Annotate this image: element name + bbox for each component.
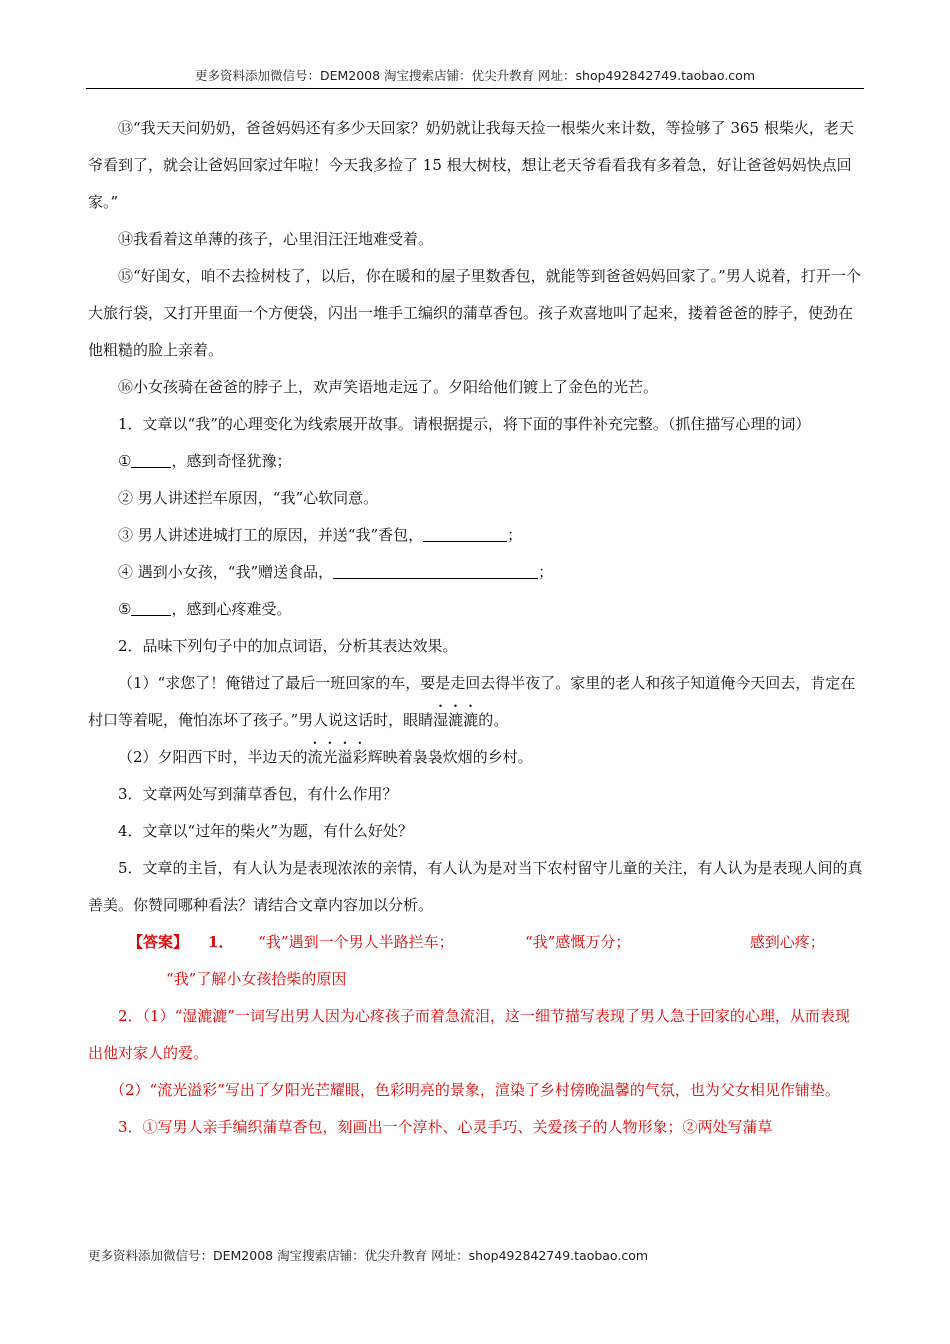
- question-1-item-2: ② 男人讲述拦车原因，“我”心软同意。: [118, 489, 379, 507]
- answer-2-2: （2）“流光溢彩”写出了夕阳光芒耀眼，色彩明亮的景象，渲染了乡村傍晚温馨的气氛，也为父女相见作铺垫。: [110, 1081, 840, 1099]
- question-1-item-1: ① ，感到奇怪犹豫；: [118, 452, 292, 470]
- passage-paragraph-15: ⑮“好闺女，咱不去捡树枝了，以后，你在暖和的屋子里数香包，就能等到爸爸妈妈回家了。”男人说着，打开一个大旅行袋，又打开里面一个方便袋，闪出一堆手工编织的蒲草香包。孩子欢喜地叫了起来，搂着爸爸的脖子，使劲在他粗糙的脸上亲着。: [88, 267, 861, 359]
- question-3: 3．文章两处写到蒲草香包，有什么作用？: [118, 785, 398, 803]
- question-4: 4．文章以“过年的柴火”为题，有什么好处？: [118, 822, 413, 840]
- answer-2-1: 2．（1）“湿漉漉”一词写出男人因为心疼孩子而着急流泪，这一细节描写表现了男人急于回家的心理，从而表现出他对家人的爱。: [88, 1007, 850, 1062]
- question-1: 1．文章以“我”的心理变化为线索展开故事。请根据提示，将下面的事件补充完整。（抓住描写心理的词）: [118, 415, 811, 433]
- question-1-item-4: ④ 遇到小女孩，“我”赠送食品， ；: [118, 563, 554, 581]
- question-5: 5．文章的主旨，有人认为是表现浓浓的亲情，有人认为是对当下农村留守儿童的关注，有人认为是表现人间的真善美。你赞同哪种看法？请结合文章内容加以分析。: [88, 859, 863, 914]
- answer-3: 3．①写男人亲手编织蒲草香包，刻画出一个淳朴、心灵手巧、关爱孩子的人物形象；②两处写蒲草: [118, 1118, 773, 1136]
- answer-blank: [423, 527, 507, 542]
- page-footer: 更多资料添加微信号：DEM2008 淘宝搜索店铺：优尖升教育 网址：shop492842749.taobao.com: [88, 1248, 649, 1263]
- question-2-sentence-2: （2）夕阳西下时，半边天的流光溢彩辉映着袅袅炊烟的乡村。: [118, 748, 533, 766]
- answer-blank: [333, 564, 538, 579]
- passage-paragraph-16: ⑯小女孩骑在爸爸的脖子上，欢声笑语地走远了。夕阳给他们镀上了金色的光芒。: [118, 378, 659, 396]
- question-1-item-3: ③ 男人讲述进城打工的原因，并送“我”香包， ；: [118, 526, 523, 544]
- emphasized-word: 湿漉漉: [433, 711, 479, 729]
- answer-blank: [131, 601, 171, 616]
- passage-paragraph-14: ⑭我看着这单薄的孩子，心里泪汪汪地难受着。: [118, 230, 434, 248]
- question-2-sentence-1: （1）“求您了！俺错过了最后一班回家的车，要是走回去得半夜了。家里的老人和孩子知道俺今天回去，肯定在村口等着呢，俺怕冻坏了孩子。”男人说这话时，眼睛湿漉漉的。: [88, 674, 856, 729]
- document-body: [88, 110, 863, 1146]
- passage-paragraph-13: ⑬“我天天问奶奶，爸爸妈妈还有多少天回家？奶奶就让我每天捡一根柴火来计数，等捡够了 365 根柴火，老天爷看到了，就会让爸妈回家过年啦！今天我多捡了 15 根大树枝，想让老天爷看看我有多着急，好让爸爸妈妈快点回家。”: [88, 119, 854, 211]
- answer-1: 【答案】 1． “我”遇到一个男人半路拦车； “我”感慨万分； 感到心疼；: [128, 933, 825, 951]
- answer-blank: [131, 453, 171, 468]
- answer-1-line-2: “我”了解小女孩拾柴的原因: [166, 970, 347, 988]
- header-divider: [86, 88, 864, 89]
- page-header: 更多资料添加微信号：DEM2008 淘宝搜索店铺：优尖升教育 网址：shop492842749.taobao.com: [194, 68, 756, 83]
- question-1-item-5: ⑤ ，感到心疼难受。: [118, 600, 292, 618]
- question-2: 2．品味下列句子中的加点词语，分析其表达效果。: [118, 637, 458, 655]
- emphasized-word: 流光溢彩: [307, 748, 368, 766]
